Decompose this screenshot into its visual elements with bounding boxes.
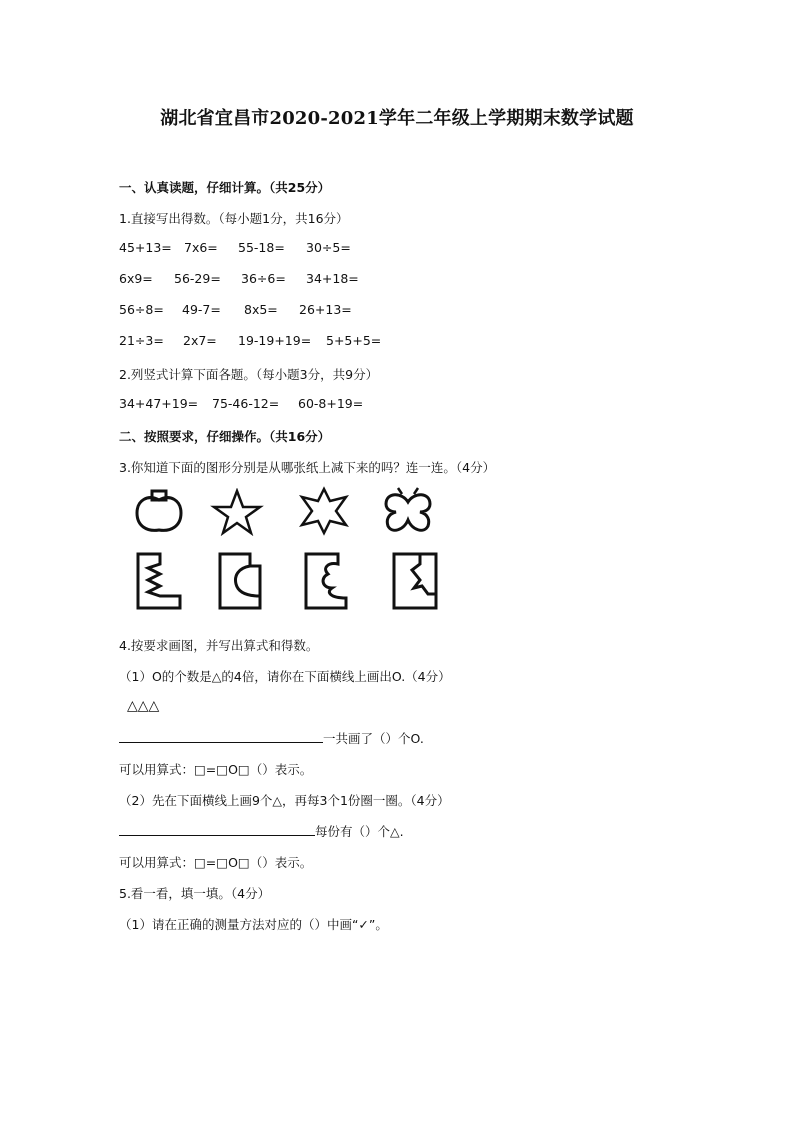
- q1-prompt: 1.直接写出得数。（每小题1分，共16分）: [119, 211, 349, 226]
- drawing-blank[interactable]: [119, 823, 315, 836]
- q4-part2-suffix: 每份有（）个△.: [315, 824, 404, 839]
- q4-part2-answer-line: [119, 822, 404, 840]
- e-cut-paper-icon: [302, 550, 352, 612]
- q5-part1: （1）请在正确的测量方法对应的（）中画“✓”。: [119, 917, 388, 932]
- zigzag-cut-paper-icon: [134, 550, 184, 612]
- six-point-star-shape-icon: [296, 486, 352, 536]
- q4-part1-suffix: 一共画了（）个O.: [323, 731, 424, 746]
- q4-prompt: 4.按要求画图，并写出算式和得数。: [119, 638, 319, 653]
- q1-item: 30÷5=: [306, 240, 351, 255]
- q4-part1-formula: 可以用算式：□=□O□（）表示。: [119, 762, 313, 777]
- q1-item: 5+5+5=: [326, 333, 382, 348]
- q5-prompt: 5.看一看，填一填。（4分）: [119, 886, 271, 901]
- section1-heading: 一、认真读题，仔细计算。（共25分）: [119, 180, 331, 195]
- c-cut-paper-icon: [216, 550, 266, 612]
- q1-item: 2x7=: [183, 333, 217, 348]
- q1-item: 45+13=: [119, 240, 172, 255]
- q3-prompt: 3.你知道下面的图形分别是从哪张纸上减下来的吗？连一连。（4分）: [119, 460, 496, 475]
- q1-item: 56-29=: [174, 271, 221, 286]
- q2-item: 34+47+19=: [119, 396, 199, 411]
- section2-heading: 二、按照要求，仔细操作。（共16分）: [119, 429, 331, 444]
- q1-item: 34+18=: [306, 271, 359, 286]
- q2-item: 75-46-12=: [212, 396, 280, 411]
- q4-triangles: △△△: [127, 698, 160, 714]
- q4-part2-prompt: （2）先在下面横线上画9个△，再每3个1份圈一圈。（4分）: [119, 793, 450, 808]
- q1-item: 8x5=: [244, 302, 278, 317]
- q4-part2-formula: 可以用算式：□=□O□（）表示。: [119, 855, 313, 870]
- star-cut-paper-icon: [390, 550, 440, 612]
- q1-item: 36÷6=: [241, 271, 286, 286]
- q1-item: 7x6=: [184, 240, 218, 255]
- q1-item: 6x9=: [119, 271, 153, 286]
- q1-item: 26+13=: [299, 302, 352, 317]
- page-title: 湖北省宜昌市2020-2021学年二年级上学期期末数学试题: [160, 108, 634, 129]
- star-shape-icon: [210, 488, 264, 536]
- q1-item: 55-18=: [238, 240, 285, 255]
- butterfly-shape-icon: [380, 486, 436, 536]
- q4-part1-answer-line: [119, 729, 424, 747]
- q4-part1-prompt: （1）O的个数是△的4倍，请你在下面横线上画出O.（4分）: [119, 669, 451, 684]
- q1-item: 19-19+19=: [238, 333, 312, 348]
- q1-item: 56÷8=: [119, 302, 164, 317]
- apple-shape-icon: [132, 488, 186, 534]
- q1-item: 49-7=: [182, 302, 221, 317]
- q2-prompt: 2.列竖式计算下面各题。（每小题3分，共9分）: [119, 367, 379, 382]
- drawing-blank[interactable]: [119, 730, 323, 743]
- q1-item: 21÷3=: [119, 333, 164, 348]
- q2-item: 60-8+19=: [298, 396, 364, 411]
